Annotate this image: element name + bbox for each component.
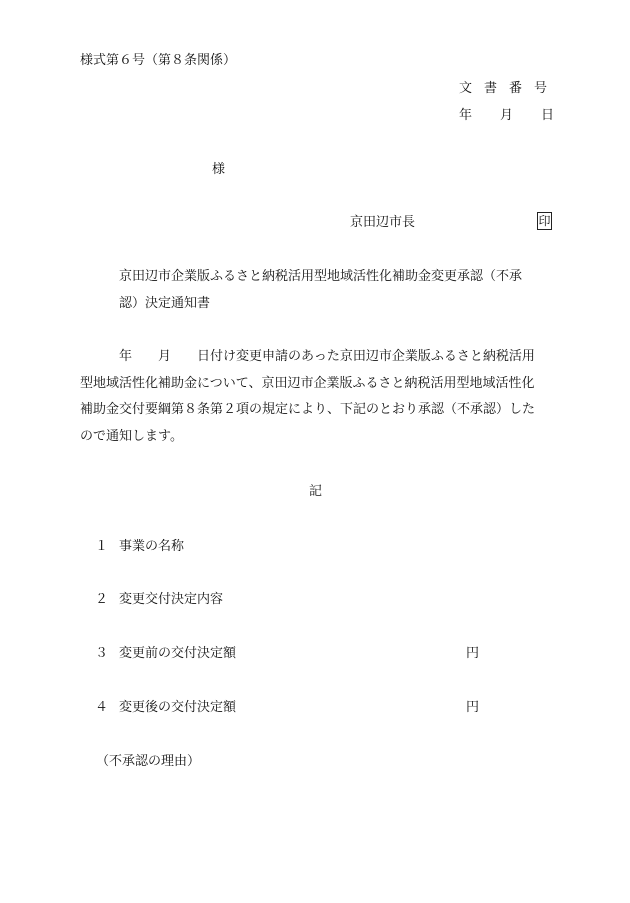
item-number: ２ — [95, 592, 109, 607]
body-date-year: 年 — [119, 349, 133, 364]
header-date-year: 年 — [459, 108, 473, 123]
ki-heading: 記 — [309, 484, 323, 499]
item-unit-yen: 円 — [466, 646, 480, 661]
item-label: 変更前の交付決定額 — [119, 646, 237, 661]
item-label: 変更交付決定内容 — [119, 592, 224, 607]
body-line-3: 補助金交付要綱第８条第２項の規定により、下記のとおり承認（不承認）した — [80, 402, 536, 417]
form-label: 様式第６号（第８条関係） — [80, 53, 237, 68]
disapproval-reason-label: （不承認の理由） — [96, 754, 201, 769]
sender-name: 京田辺市長 — [350, 215, 416, 230]
body-line-1 — [119, 350, 535, 363]
item-number: １ — [95, 539, 109, 554]
body-line-2: 型地域活性化補助金について、京田辺市企業版ふるさと納税活用型地域活性化 — [80, 376, 535, 391]
header-date-day: 日 — [541, 108, 555, 123]
document-title-line-1: 京田辺市企業版ふるさと納税活用型地域活性化補助金変更承認（不承 — [119, 269, 523, 284]
body-line-1-text: 日付け変更申請のあった京田辺市企業版ふるさと納税活用 — [197, 349, 535, 364]
addressee-suffix: 様 — [212, 162, 226, 177]
seal-mark: 印 — [538, 214, 551, 228]
header-date — [459, 109, 554, 122]
item-unit-yen: 円 — [466, 700, 480, 715]
document-title-line-2: 認）決定通知書 — [119, 296, 211, 311]
item-number: ３ — [95, 646, 109, 661]
document-number-label: 文書番号 — [459, 81, 560, 96]
body-line-4: ので通知します。 — [80, 429, 183, 444]
item-label: 事業の名称 — [119, 539, 185, 554]
item-number: ４ — [95, 700, 109, 715]
item-label: 変更後の交付決定額 — [119, 700, 237, 715]
header-date-month: 月 — [500, 108, 514, 123]
body-date-month: 月 — [158, 349, 172, 364]
